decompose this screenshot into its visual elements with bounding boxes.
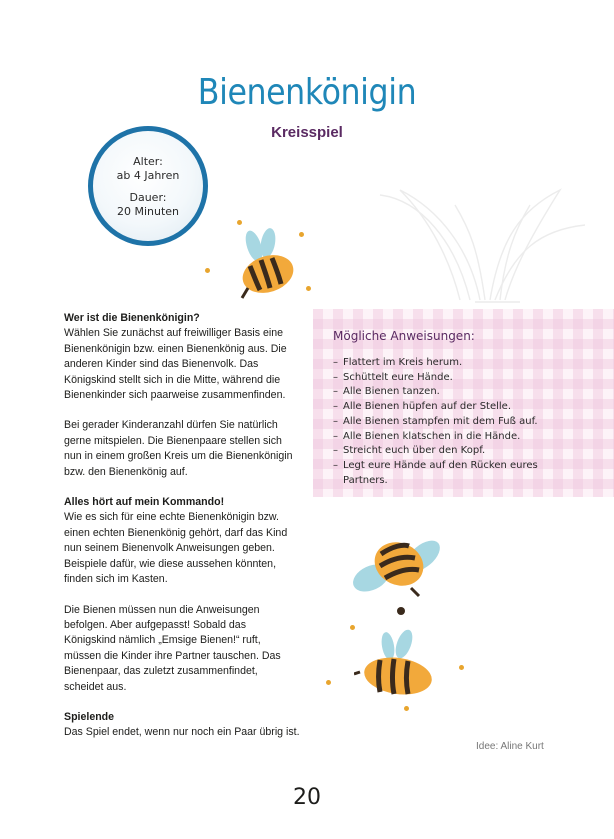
dot-decoration [326,680,331,685]
section-heading: Spielende [64,710,115,723]
list-item: – Alle Bienen stampfen mit dem Fuß auf. [333,415,543,430]
section-2 [64,418,300,480]
section-4 [64,603,300,695]
section-paragraph: Wie es sich für eine echte Bienenkönigin bzw. einen echten Bienenkönig gehört, darf das Kind nun seinem Bienenvolk Anweisungen geben. Beispiele dafür, wie diese aussehen könnten, finden sich im Kasten. [64,511,288,586]
bee-illustration-top [232,228,302,300]
section-paragraph: Bei gerader Kinderanzahl dürfen Sie natürlich gerne mitspielen. Die Bienenpaare stellen sich nun in einem großen Kreis um die Bienenkönigin bzw. den Bienenkönig auf. [64,419,293,478]
list-item: – Alle Bienen hüpfen auf der Stelle. [333,400,543,415]
dot-decoration [350,625,355,630]
section-heading: Alles hört auf mein Kommando! [64,496,225,509]
dot-decoration [459,665,464,670]
instructions-box [313,309,614,497]
list-item: – Flattert im Kreis herum. [333,356,543,371]
duration-value: 20 Minuten [116,205,180,218]
duration-label: Dauer: [129,191,167,204]
section-paragraph: Das Spiel endet, wenn nur noch ein Paar übrig ist. [64,726,300,739]
body-text [64,311,300,756]
dot-decoration [397,607,405,615]
dot-decoration [299,232,304,237]
age-label: Alter: [133,155,163,168]
bee-illustration-middle [347,516,447,604]
list-item: – Schüttelt eure Hände. [333,371,543,386]
section-3 [64,495,300,587]
bee-illustration-bottom [354,628,440,704]
section-paragraph: Die Bienen müssen nun die Anweisungen befolgen. Aber aufgepasst! Sobald das Königskind nämlich „Emsige Bienen!“ ruft, müssen die Kinder ihre Partner tauschen. Das Bienenpaar, das zuletzt zusammenfindet, scheidet aus. [64,603,281,693]
section-1 [64,311,300,403]
age-value: ab 4 Jahren [116,169,180,182]
list-item: – Legt eure Hände auf den Rücken eures Partners. [333,459,543,488]
dot-decoration [306,286,311,291]
section-5 [64,710,300,741]
page-number: 20 [293,785,321,810]
instructions-list [333,356,543,488]
page-subtitle: Kreisspiel [271,124,343,141]
dot-decoration [404,706,409,711]
section-heading: Wer ist die Bienenkönigin? [64,312,200,324]
age-duration-badge [88,126,208,246]
list-item: – Alle Bienen tanzen. [333,385,543,400]
credit-line: Idee: Aline Kurt [476,741,544,752]
section-paragraph: Wählen Sie zunächst auf freiwilliger Basis eine Bienenkönigin bzw. einen Bienenkönig aus. Die anderen Kinder sind das Bienenvolk. Das Königskind stellt sich in die Mitte, während die Bienenkinder sich paarweise zusammenfinden. [64,327,287,402]
box-heading: Mögliche Anweisungen: [333,329,475,343]
list-item: – Streicht euch über den Kopf. [333,444,543,459]
page-title: Bienenkönigin [197,72,417,113]
dot-decoration [205,268,210,273]
list-item: – Alle Bienen klatschen in die Hände. [333,430,543,445]
dot-decoration [237,220,242,225]
